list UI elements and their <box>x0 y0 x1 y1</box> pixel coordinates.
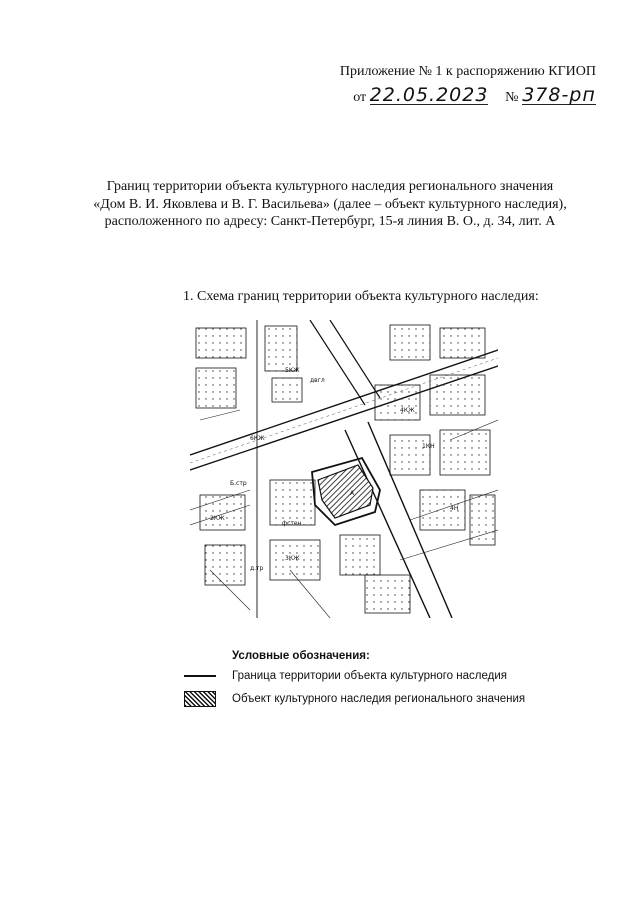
legend-item-object <box>184 691 525 707</box>
map-label: фстен <box>282 520 302 527</box>
map-label: 2КЖ <box>210 515 225 522</box>
title-line-2: «Дом В. И. Яковлева и В. Г. Васильева» (далее – объект культурного наследия), <box>93 196 567 212</box>
order-date: 22.05.2023 <box>369 84 489 106</box>
hatch-icon <box>184 691 216 707</box>
map-label: 4КЖ <box>400 407 415 414</box>
title-line-3: расположенного по адресу: Санкт-Петербург, 15-я линия В. О., д. 34, лит. А <box>104 214 556 229</box>
map-label: 6КЖ <box>250 435 265 442</box>
appendix-heading <box>0 64 596 80</box>
map-label: двгл <box>310 377 325 384</box>
document-title <box>90 178 570 231</box>
appendix-text: Приложение № 1 к распоряжению КГИОП <box>339 64 596 79</box>
map-label: 3КЖ <box>285 555 300 562</box>
order-date-number <box>0 86 596 106</box>
map-label: 1КН <box>422 443 435 450</box>
section-heading: 1. Схема границ территории объекта культурного наследия: <box>183 289 539 304</box>
legend-item-boundary <box>184 670 507 682</box>
map-label: д.тр <box>250 565 264 572</box>
legend-title: Условные обозначения: <box>232 650 370 662</box>
map-label: А <box>350 490 355 497</box>
map-label: Б.стр <box>230 480 247 487</box>
order-number: 378-рп <box>522 84 596 106</box>
map-label: 5КЖ <box>285 367 300 374</box>
line-icon <box>184 675 216 677</box>
from-label: от <box>353 90 367 105</box>
legend-label-object: Объект культурного наследия регионального значения <box>232 693 526 705</box>
legend-label-boundary: Граница территории объекта культурного наследия <box>232 670 507 682</box>
boundary-map <box>190 320 498 618</box>
title-line-1: Границ территории объекта культурного наследия регионального значения <box>106 179 554 194</box>
map-drawing <box>190 320 498 618</box>
map-label: 4Н <box>450 505 459 512</box>
number-label: № <box>505 90 519 105</box>
